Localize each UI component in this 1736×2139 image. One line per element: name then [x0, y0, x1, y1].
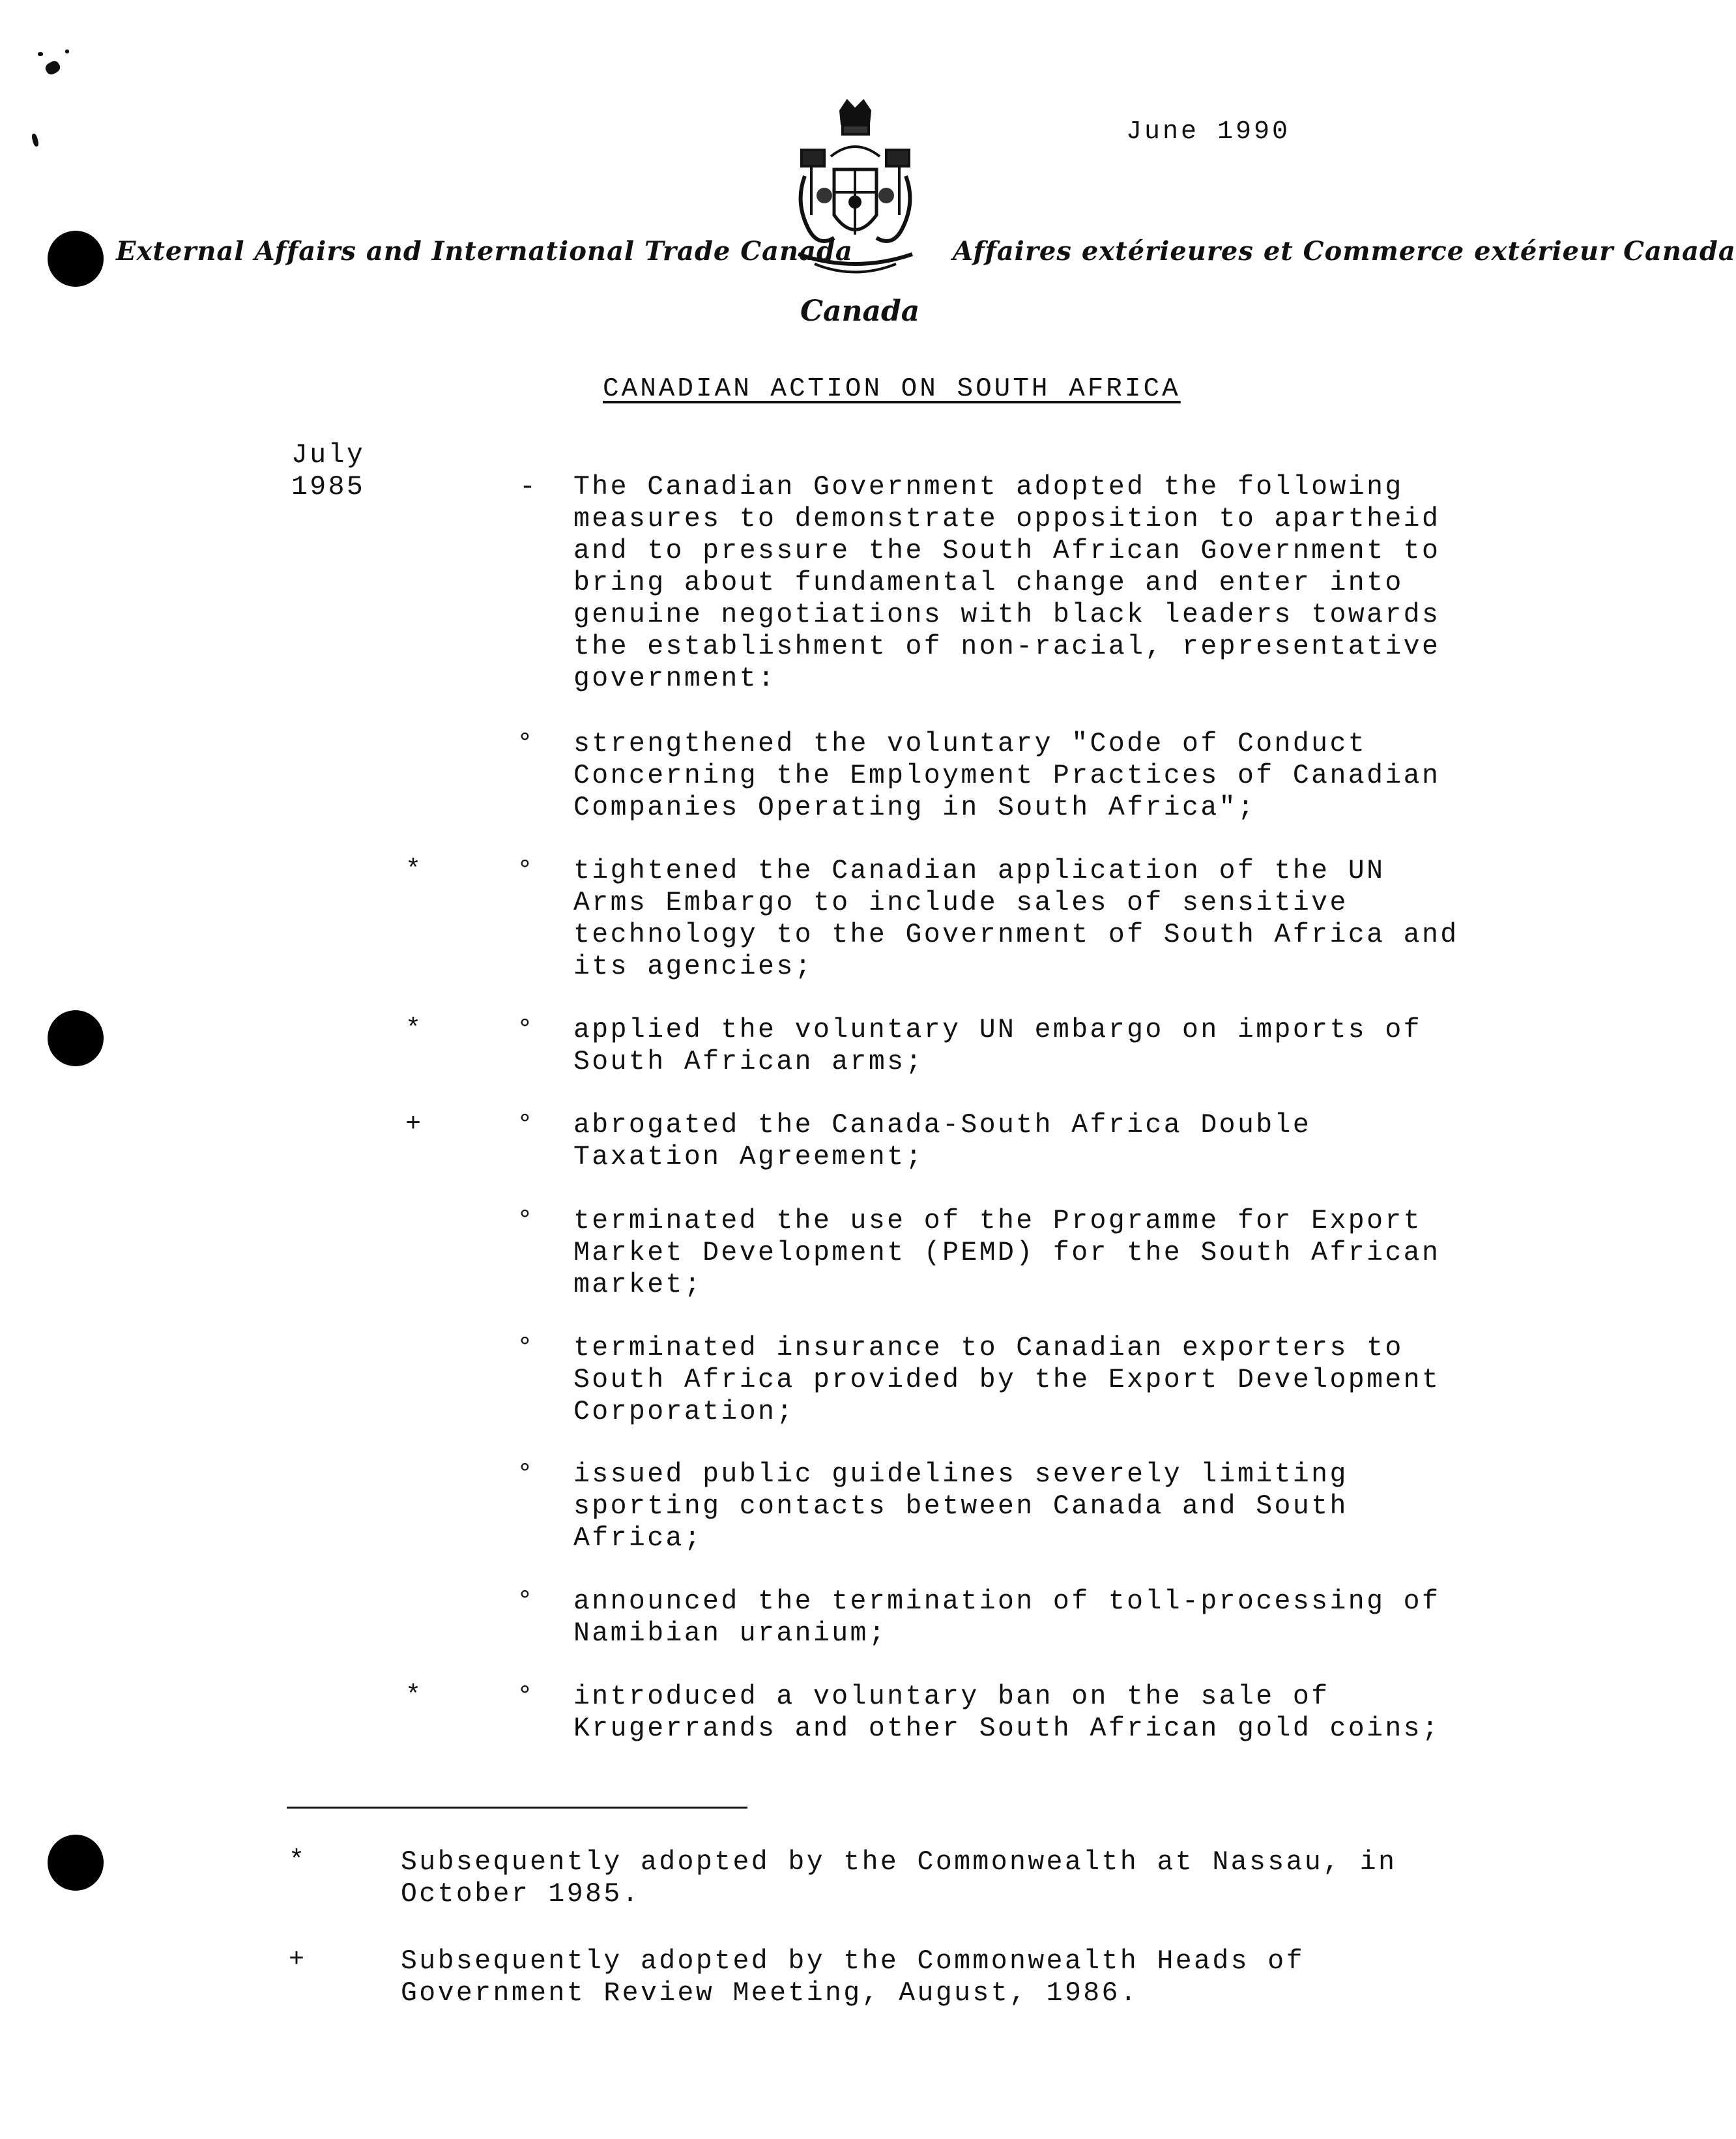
measure-text: introduced a voluntary ban on the sale of Krugerrands and other South African gold coins;	[573, 1681, 1441, 1744]
coat-of-arms-icon	[785, 98, 925, 300]
punch-hole	[48, 1835, 104, 1891]
department-name-english: External Affairs and International Trade Canada	[116, 236, 853, 267]
bullet: °	[517, 1681, 536, 1712]
footnote-marker: *	[405, 856, 422, 885]
bullet: °	[517, 729, 536, 759]
footnote-divider	[287, 1807, 747, 1809]
bullet: °	[517, 1459, 536, 1490]
entry-date: July 1985	[291, 440, 366, 502]
entry-intro: The Canadian Government adopted the following measures to demonstrate opposition to apartheid and to pressure the South African Government to bring about fundamental change and enter into genuine negotiations with black leaders towards the establishment of non-racial, representative government:	[573, 472, 1441, 694]
footnote-marker: *	[405, 1681, 422, 1711]
measure-text: strengthened the voluntary "Code of Conduct Concerning the Employment Practices of Canadian Companies Operating in South Africa";	[573, 729, 1441, 823]
scan-speck	[65, 50, 69, 53]
bullet: °	[517, 856, 536, 886]
bullet: °	[517, 1333, 536, 1363]
page-title: CANADIAN ACTION ON SOUTH AFRICA	[603, 374, 1181, 404]
canada-wordmark: Canada	[800, 295, 920, 328]
bullet: °	[517, 1110, 536, 1141]
punch-hole	[48, 1010, 104, 1066]
footnote-marker: +	[405, 1110, 422, 1139]
bullet: °	[517, 1586, 536, 1617]
measure-text: applied the voluntary UN embargo on imports of South African arms;	[573, 1015, 1422, 1077]
entry-dash: -	[519, 472, 538, 502]
measure-text: announced the termination of toll-processing of Namibian uranium;	[573, 1586, 1441, 1649]
measure-text: abrogated the Canada-South Africa Double Taxation Agreement;	[573, 1110, 1312, 1172]
footnote-marker: *	[289, 1846, 305, 1876]
punch-hole	[48, 231, 104, 287]
scan-speck	[38, 52, 43, 56]
measure-text: issued public guidelines severely limiting sporting contacts between Canada and South Africa;	[573, 1459, 1348, 1554]
footnote-text: Subsequently adopted by the Commonwealth Heads of Government Review Meeting, August, 1986.	[401, 1946, 1305, 2009]
scan-speck	[44, 59, 62, 77]
scan-speck	[31, 133, 40, 147]
document-date: June 1990	[1126, 117, 1291, 147]
measure-text: terminated the use of the Programme for Export Market Development (PEMD) for the South African market;	[573, 1206, 1441, 1300]
footnote-text: Subsequently adopted by the Commonwealth at Nassau, in October 1985.	[401, 1847, 1397, 1910]
measure-text: terminated insurance to Canadian exporters to South Africa provided by the Export Development Corporation;	[573, 1333, 1441, 1427]
bullet: °	[517, 1015, 536, 1045]
footnote-marker: *	[405, 1015, 422, 1044]
measure-text: tightened the Canadian application of the UN Arms Embargo to include sales of sensitive technology to the Government of South Africa and its agencies;	[573, 856, 1459, 982]
bullet: °	[517, 1206, 536, 1236]
department-name-french: Affaires extérieures et Commerce extérieur Canada	[953, 236, 1736, 267]
footnote-marker: +	[289, 1945, 305, 1975]
